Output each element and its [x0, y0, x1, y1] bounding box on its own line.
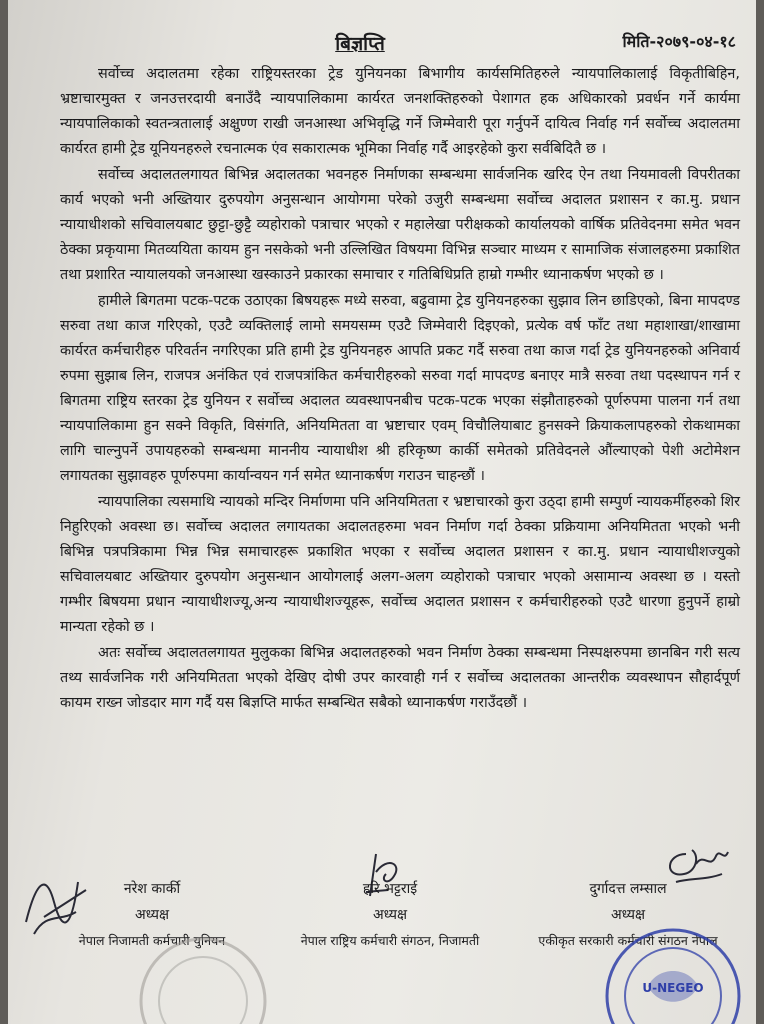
signatory-2	[280, 876, 500, 954]
signatory-role: अध्यक्ष	[372, 907, 408, 923]
paragraph: अतः सर्वोच्च अदालतलगायत मुलुकका बिभिन्न अदालतहरुको भवन निर्माण ठेक्का सम्बन्धमा निस्पक्षरुपमा छानबिन गरी सत्य तथ्य सार्वजनिक गरी अनियमितता भएको देखिए दोषी उपर कारवाही गर्न र सर्वोच्च अदालतका आन्तरीक व्यवस्थापन सौहार्दपूर्ण कायम राख्न जोडदार माग गर्दै यस बिज्ञप्ति मार्फत सम्बन्धित सबैको ध्यानाकर्षण गराउँदछौं ।	[60, 645, 740, 711]
signatory-name: दुर्गादत्त लम्साल	[589, 881, 667, 897]
signatory-role: अध्यक्ष	[610, 907, 646, 923]
signatory-org: एकीकृत सरकारी कर्मचारी संगठन नेपाल	[538, 933, 718, 948]
stamp-text: U-NEGEO	[642, 981, 704, 995]
signatory-name: हरि भट्टराई	[362, 881, 418, 897]
signatory-role: अध्यक्ष	[134, 907, 170, 923]
union-stamp-faint	[128, 926, 278, 1024]
signatory-name: नरेश कार्की	[123, 881, 181, 897]
paragraph: न्यायपालिका त्यसमाथि न्यायको मन्दिर निर्माणमा पनि अनियमितता र भ्रष्टाचारको कुरा उठ्दा हामी सम्पुर्ण न्यायकर्मीहरुको शिर निहुरिएको अवस्था छ। सर्वोच्च अदालत लगायतका अदालतहरुमा भवन निर्माण गर्दा ठेक्का प्रक्रियामा अनियमितता भएको भनी बिभिन्न पत्रपत्रिकामा भिन्न भिन्न समाचारहरू प्रकाशित भएका र सर्वोच्च अदालत प्रशासन र का.मु. प्रधान न्यायाधीशज्युको सचिवालयबाट अख्तियार दुरुपयोग अनुसन्धान आयोगलाई अलग-अलग व्यहोराको पत्राचार भएको असामान्य अवस्था छ । यस्तो गम्भीर बिषयमा प्रधान न्यायाधीशज्यू,अन्य न्यायाधीशज्यूहरू, सर्वोच्च अदालत प्रशासन र कर्मचारीहरुको एउटै धारणा हुनुपर्ने हाम्रो मान्यता रहेको छ ।	[60, 494, 740, 635]
signature-block	[8, 858, 756, 1024]
paragraph: हामीले बिगतमा पटक-पटक उठाएका बिषयहरू मध्ये सरुवा, बढुवामा ट्रेड युनियनहरुका सुझाव लिन छाडिएको, बिना मापदण्ड सरुवा तथा काज गरिएको, एउटै व्यक्तिलाई लामो समयसम्म एउटै जिम्मेवारी दिइएको, प्रत्येक वर्ष फाँट तथा महाशाखा/शाखामा कार्यरत कर्मचारीहरु परिवर्तन नगरिएका प्रति हामी ट्रेड युनियनहरु आपति प्रकट गर्दै सरुवा तथा काज गर्दा ट्रेड युनियनहरुको अनिवार्य रुपमा सुझाब लिन, राजपत्र अनंकित एवं राजपत्रांकित कर्मचारीहरुको सरुवा गर्दा मापदण्ड बनाएर मात्रै सरुवा तथा पदस्थापन गर्न र बिगतमा राष्ट्रिय स्तरका ट्रेड युनियन र सर्वोच्च अदालत व्यवस्थापनबीच पटक-पटक भएका संझौताहरुको पूर्णरुपमा पालना गर्न तथा न्यायपालिकामा हुन सक्ने विकृति, विसंगति, अनियमितता वा भ्रष्टाचार एवम् विचौलियाबाट हुनसक्ने क्रियाकलापहरुको रोकथामका लागि चाल्नुपर्ने उपायहरुको सम्बन्धमा माननीय न्यायाधीश श्री हरिकृष्ण कार्की समेतको प्रतिवेदनले औंल्याएको पेशी अटोमेशन लगायतका सुझावहरु पूर्णरुपमा कार्यान्वयन गर्न समेत ध्यानाकर्षण गराउन चाहन्छौं ।	[60, 293, 740, 484]
notice-body	[60, 62, 740, 717]
paragraph: सर्वोच्च अदालतमा रहेका राष्ट्रियस्तरका ट्रेड युनियनका बिभागीय कार्यसमितिहरुले न्यायपालिकालाई विकृतीबिहिन, भ्रष्टाचारमुक्त र जनउत्तरदायी बनाउँदै न्यायपालिकामा कार्यरत जनशक्तिहरुको पेशागत हक अधिकारको प्रवर्धन गर्ने कार्यमा न्यायपालिकाको स्वतन्त्रतालाई अक्षुण्ण राखी जनआस्था अभिवृद्धि गर्ने जिम्मेवारी पूरा गर्नुपर्ने दायित्व निर्वाह गर्न सर्वोच्च अदालतमा कार्यरत हामी ट्रेड यूनियनहरुले रचनात्मक एंव सकारात्मक भूमिका निर्वाह गर्दै आइरहेको कुरा सर्वबिदितै छ ।	[60, 66, 740, 157]
paragraph: सर्वोच्च अदालतलगायत बिभिन्न अदालतका भवनहरु निर्माणका सम्बन्धमा सार्वजनिक खरिद ऐन तथा नियमावली विपरीतका कार्य भएको भनी अख्तियार दुरुपयोग अनुसन्धान आयोगमा परेको उजुरी सम्बन्धमा सर्वोच्च अदालत प्रशासन र का.मु. प्रधान न्यायाधीशको सचिवालयबाट छुट्टा-छुट्टै व्यहोराको पत्राचार भएको र महालेखा परीक्षकको कार्यालयको वार्षिक प्रतिवेदनमा समेत भवन ठेक्का प्रकृयामा मितव्ययिता कायम हुन नसकेको भनी उल्लिखित विषयमा विभिन्न सञ्चार माध्यम र सामाजिक संजालहरुमा प्रकाशित तथा प्रशारित न्यायालयको जनआस्था खस्काउने प्रकारका समाचार र गतिबिधिप्रति हाम्रो गम्भीर ध्यानाकर्षण भएको छ ।	[60, 167, 740, 283]
notice-paper	[8, 0, 756, 1024]
signatory-org: नेपाल राष्ट्रिय कर्मचारी संगठन, निजामती	[300, 933, 480, 948]
signatory-org: नेपाल निजामती कर्मचारी युनियन	[78, 933, 226, 948]
union-stamp-blue	[598, 916, 748, 1024]
notice-title: बिज्ञप्ति	[335, 33, 385, 55]
notice-date: मिति-२०७९-०४-१८	[622, 32, 736, 51]
